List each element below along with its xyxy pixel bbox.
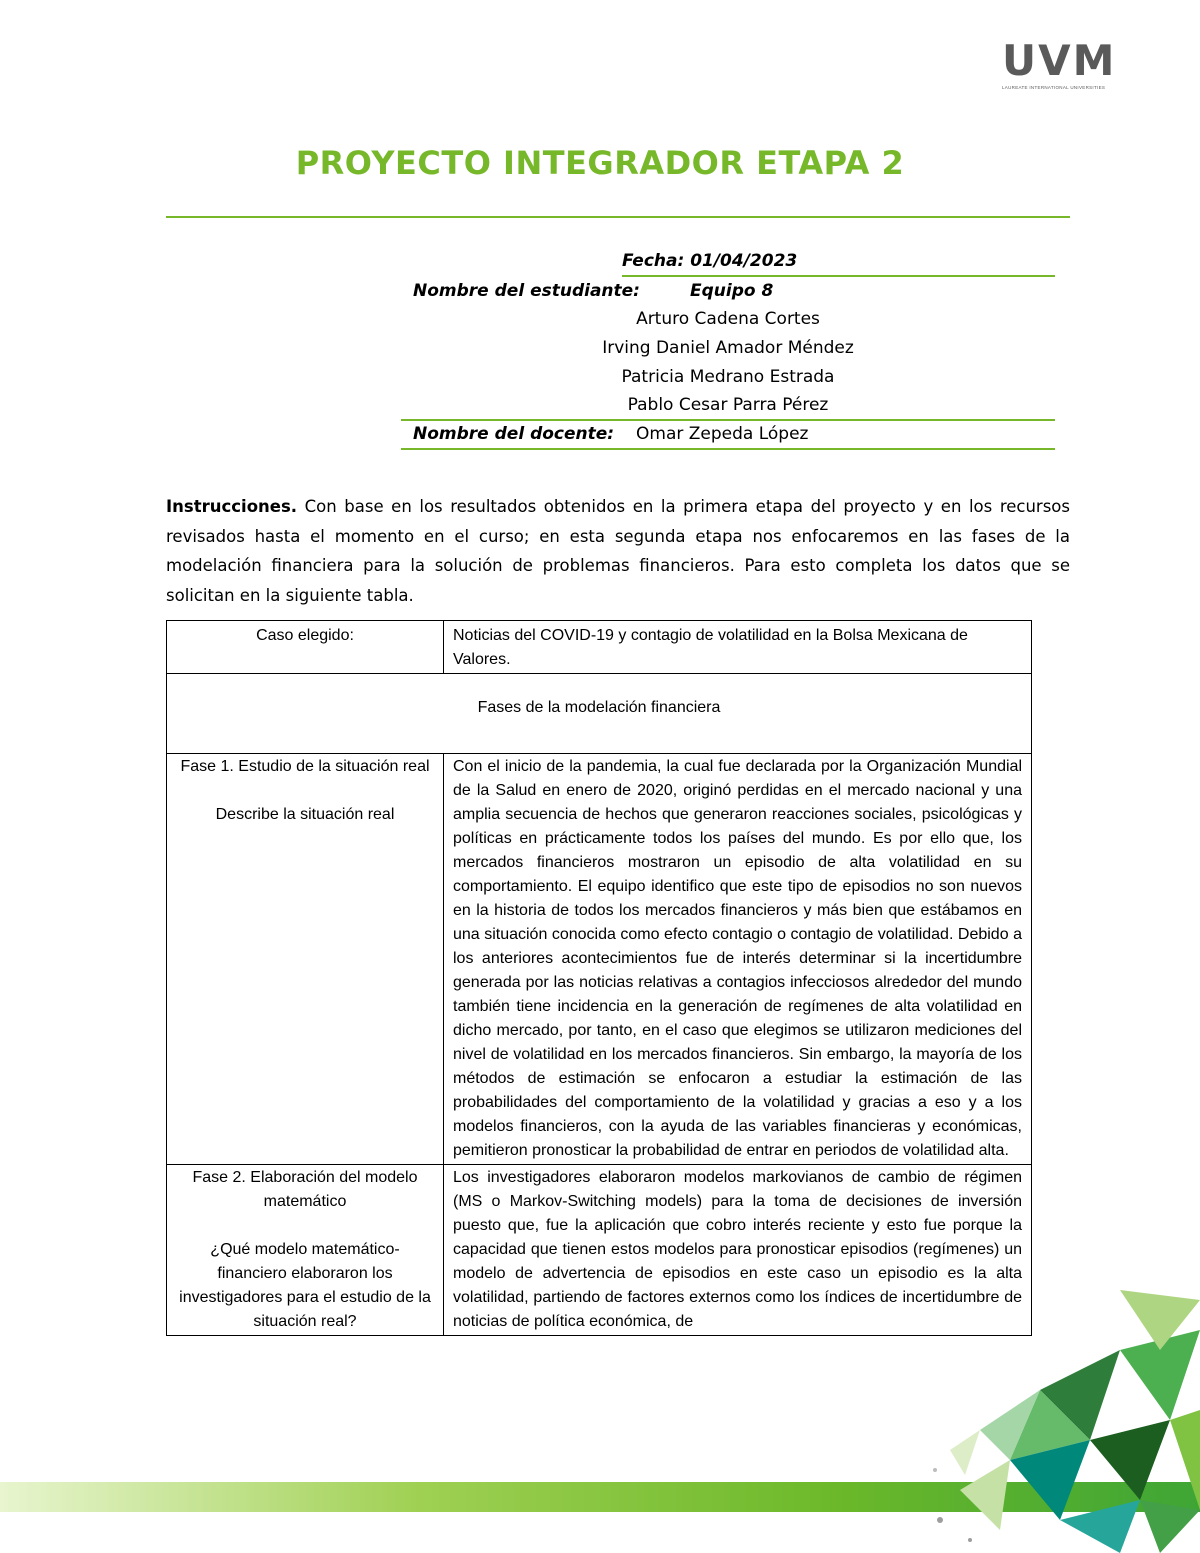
phase1-text: Con el inicio de la pandemia, la cual fue declarada por la Organización Mundial de la Salud en enero de 2020, originó perdidas en el mercado nacional y una amplia secuencia de hechos que generaron reacciones sociales, psicológicas y políticas en prácticamente todos los países del mundo. Es por ello que, los mercados financieros mostraron un episodio de alta volatilidad en su comportamiento. El equipo identifico que este tipo de episodios no son nuevos en la historia de todos los mercados financieros y más bien que estábamos en una situación conocida como efecto contagio o contagio de volatilidad. Debido a los anteriores acontecimientos fue de interés determinar si la incertidumbre generada por las noticias relativas a contagios infecciosos alrededor del mundo también tiene incidencia en la generación de regímenes de alta volatilidad en dicho mercado, por tanto, en el caso que elegimos se utilizaron mediciones del nivel de volatilidad en los mercados financieros. Sin embargo, la mayoría de los métodos de estimación se enfocaron a estudiar la estimación de las probabilidades del comportamiento de la volatilidad y gracias a eso y a los modelos financieros, con la ayuda de las variables financieras y económicas, pemitieron pronosticar la probabilidad de entrar en periodos de volatilidad alta. [444, 754, 1032, 1165]
teacher-name: Omar Zepeda López [636, 424, 809, 444]
students-divider [401, 419, 1055, 421]
date-label: Fecha: 01/04/2023 [622, 251, 798, 271]
case-label: Caso elegido: [167, 621, 444, 674]
phase2-cell [167, 1165, 444, 1336]
phase1-prompt: Describe la situación real [215, 806, 395, 823]
student-name-1: Arturo Cadena Cortes [636, 309, 820, 329]
teacher-label: Nombre del docente: [413, 424, 615, 444]
student-name-3: Patricia Medrano Estrada [621, 367, 835, 387]
table-row [167, 1165, 1032, 1336]
phase1-cell [167, 754, 444, 1165]
student-name-2: Irving Daniel Amador Méndez [602, 338, 854, 358]
title-divider [166, 216, 1070, 218]
student-name-4: Pablo Cesar Parra Pérez [627, 395, 829, 415]
phases-heading: Fases de la modelación financiera [167, 674, 1032, 754]
phase2-title: Fase 2. Elaboración del modelo matemático [192, 1169, 418, 1210]
phases-table [166, 620, 1032, 1336]
team-name: Equipo 8 [690, 281, 774, 301]
case-value: Noticias del COVID-19 y contagio de volatilidad en la Bolsa Mexicana de Valores. [444, 621, 1032, 674]
instructions-lead: Instrucciones. [166, 497, 298, 516]
table-row [167, 621, 1032, 674]
student-label: Nombre del estudiante: [413, 281, 640, 301]
logo-text: UVM [1002, 36, 1117, 85]
teacher-divider [401, 448, 1055, 450]
phase1-title: Fase 1. Estudio de la situación real [180, 758, 430, 775]
logo-subtitle: LAUREATE INTERNATIONAL UNIVERSITIES [1002, 85, 1106, 90]
instructions-body: Con base en los resultados obtenidos en la primera etapa del proyecto y en los recursos revisados hasta el momento en el curso; en esta segunda etapa nos enfocaremos en las fases de la modelación financiera para la solución de problemas financieros. Para esto completa los datos que se solicitan en la siguiente tabla. [166, 497, 1070, 605]
decorative-triangles-graphic [920, 1290, 1200, 1553]
phase2-prompt: ¿Qué modelo matemático-financiero elaboraron los investigadores para el estudio de la situación real? [179, 1241, 431, 1330]
date-divider [622, 275, 1055, 277]
phase2-text: Los investigadores elaboraron modelos markovianos de cambio de régimen (MS o Markov-Switching models) para la toma de decisiones de inversión puesto que, fue la aplicación que cobro interés reciente y esto fue porque la capacidad que tienen estos modelos para pronosticar episodios (regímenes) un modelo de advertencia de episodios en este caso un episodio es la alta volatilidad, partiendo de factores externos como los índices de incertidumbre de noticias de política económica, de [444, 1165, 1032, 1336]
instructions [166, 492, 1070, 610]
table-row [167, 674, 1032, 754]
table-row [167, 754, 1032, 1165]
uvm-logo [1002, 36, 1126, 96]
page-title: PROYECTO INTEGRADOR ETAPA 2 [295, 144, 905, 182]
